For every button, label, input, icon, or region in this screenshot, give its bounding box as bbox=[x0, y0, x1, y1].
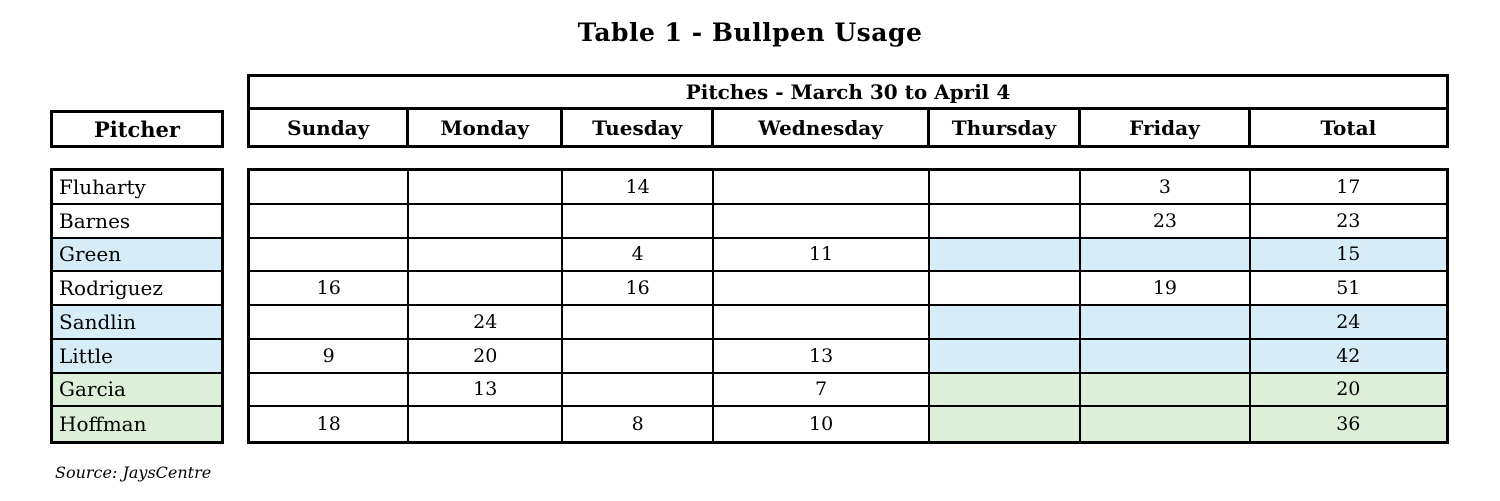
cell-sandlin-sunday bbox=[250, 306, 409, 340]
cell-garcia-thursday bbox=[930, 374, 1082, 408]
pitches-span-header bbox=[250, 77, 1446, 110]
cell-little-friday bbox=[1081, 340, 1250, 374]
day-header-row bbox=[250, 110, 1446, 145]
cell-green-thursday bbox=[930, 239, 1082, 273]
cell-green-monday bbox=[409, 239, 563, 273]
cell-hoffman-total: 36 bbox=[1251, 407, 1446, 441]
pitcher-name-little: Little bbox=[53, 340, 221, 374]
pitcher-name-rodriguez: Rodriguez bbox=[53, 272, 221, 306]
cell-garcia-total: 20 bbox=[1251, 374, 1446, 408]
cell-green-sunday bbox=[250, 239, 409, 273]
table-title: Table 1 - Bullpen Usage bbox=[577, 18, 923, 47]
cell-sandlin-monday: 24 bbox=[409, 306, 563, 340]
cell-fluharty-friday: 3 bbox=[1081, 171, 1250, 205]
cell-little-total: 42 bbox=[1251, 340, 1446, 374]
column-header-tuesday: Tuesday bbox=[563, 110, 714, 145]
cell-barnes-monday bbox=[409, 205, 563, 239]
cell-rodriguez-total: 51 bbox=[1251, 272, 1446, 306]
cell-hoffman-wednesday: 10 bbox=[714, 407, 929, 441]
cell-barnes-wednesday bbox=[714, 205, 929, 239]
cell-barnes-thursday bbox=[930, 205, 1082, 239]
cell-garcia-wednesday: 7 bbox=[714, 374, 929, 408]
cell-rodriguez-tuesday: 16 bbox=[563, 272, 714, 306]
cell-garcia-monday: 13 bbox=[409, 374, 563, 408]
cell-little-monday: 20 bbox=[409, 340, 563, 374]
column-header-thursday: Thursday bbox=[930, 110, 1082, 145]
cell-fluharty-wednesday bbox=[714, 171, 929, 205]
cell-green-wednesday: 11 bbox=[714, 239, 929, 273]
cell-hoffman-sunday: 18 bbox=[250, 407, 409, 441]
cell-rodriguez-sunday: 16 bbox=[250, 272, 409, 306]
pitcher-name-green: Green bbox=[53, 239, 221, 273]
pitcher-name-sandlin: Sandlin bbox=[53, 306, 221, 340]
pitcher-column-header-label: Pitcher bbox=[94, 116, 180, 142]
pitcher-name-fluharty: Fluharty bbox=[53, 171, 221, 205]
cell-sandlin-friday bbox=[1081, 306, 1250, 340]
column-header-wednesday: Wednesday bbox=[714, 110, 929, 145]
days-header-box bbox=[247, 74, 1449, 148]
cell-rodriguez-thursday bbox=[930, 272, 1082, 306]
pitches-span-header-label: Pitches - March 30 to April 4 bbox=[685, 80, 1011, 104]
cell-garcia-tuesday bbox=[563, 374, 714, 408]
cell-green-total: 15 bbox=[1251, 239, 1446, 273]
cell-garcia-sunday bbox=[250, 374, 409, 408]
cell-fluharty-sunday bbox=[250, 171, 409, 205]
cell-green-tuesday: 4 bbox=[563, 239, 714, 273]
cell-rodriguez-friday: 19 bbox=[1081, 272, 1250, 306]
cell-fluharty-monday bbox=[409, 171, 563, 205]
cell-hoffman-thursday bbox=[930, 407, 1082, 441]
cell-little-tuesday bbox=[563, 340, 714, 374]
cell-sandlin-tuesday bbox=[563, 306, 714, 340]
pitcher-name-barnes: Barnes bbox=[53, 205, 221, 239]
pitches-data-grid bbox=[247, 168, 1449, 444]
column-header-sunday: Sunday bbox=[250, 110, 409, 145]
cell-little-wednesday: 13 bbox=[714, 340, 929, 374]
cell-sandlin-wednesday bbox=[714, 306, 929, 340]
cell-rodriguez-monday bbox=[409, 272, 563, 306]
column-header-total: Total bbox=[1320, 115, 1377, 140]
cell-barnes-tuesday bbox=[563, 205, 714, 239]
pitcher-column-header bbox=[50, 110, 224, 148]
column-header-friday: Friday bbox=[1081, 110, 1250, 145]
cell-fluharty-thursday bbox=[930, 171, 1082, 205]
cell-hoffman-tuesday: 8 bbox=[563, 407, 714, 441]
cell-barnes-sunday bbox=[250, 205, 409, 239]
cell-barnes-friday: 23 bbox=[1081, 205, 1250, 239]
pitcher-name-hoffman: Hoffman bbox=[53, 407, 221, 441]
cell-green-friday bbox=[1081, 239, 1250, 273]
source-note: Source: JaysCentre bbox=[55, 463, 212, 482]
cell-sandlin-thursday bbox=[930, 306, 1082, 340]
cell-barnes-total: 23 bbox=[1251, 205, 1446, 239]
pitcher-name-garcia: Garcia bbox=[53, 374, 221, 408]
cell-little-thursday bbox=[930, 340, 1082, 374]
cell-little-sunday: 9 bbox=[250, 340, 409, 374]
cell-fluharty-tuesday: 14 bbox=[563, 171, 714, 205]
cell-rodriguez-wednesday bbox=[714, 272, 929, 306]
cell-hoffman-monday bbox=[409, 407, 563, 441]
cell-hoffman-friday bbox=[1081, 407, 1250, 441]
column-header-monday: Monday bbox=[409, 110, 563, 145]
cell-garcia-friday bbox=[1081, 374, 1250, 408]
cell-sandlin-total: 24 bbox=[1251, 306, 1446, 340]
cell-fluharty-total: 17 bbox=[1251, 171, 1446, 205]
pitcher-names-column bbox=[50, 168, 224, 444]
